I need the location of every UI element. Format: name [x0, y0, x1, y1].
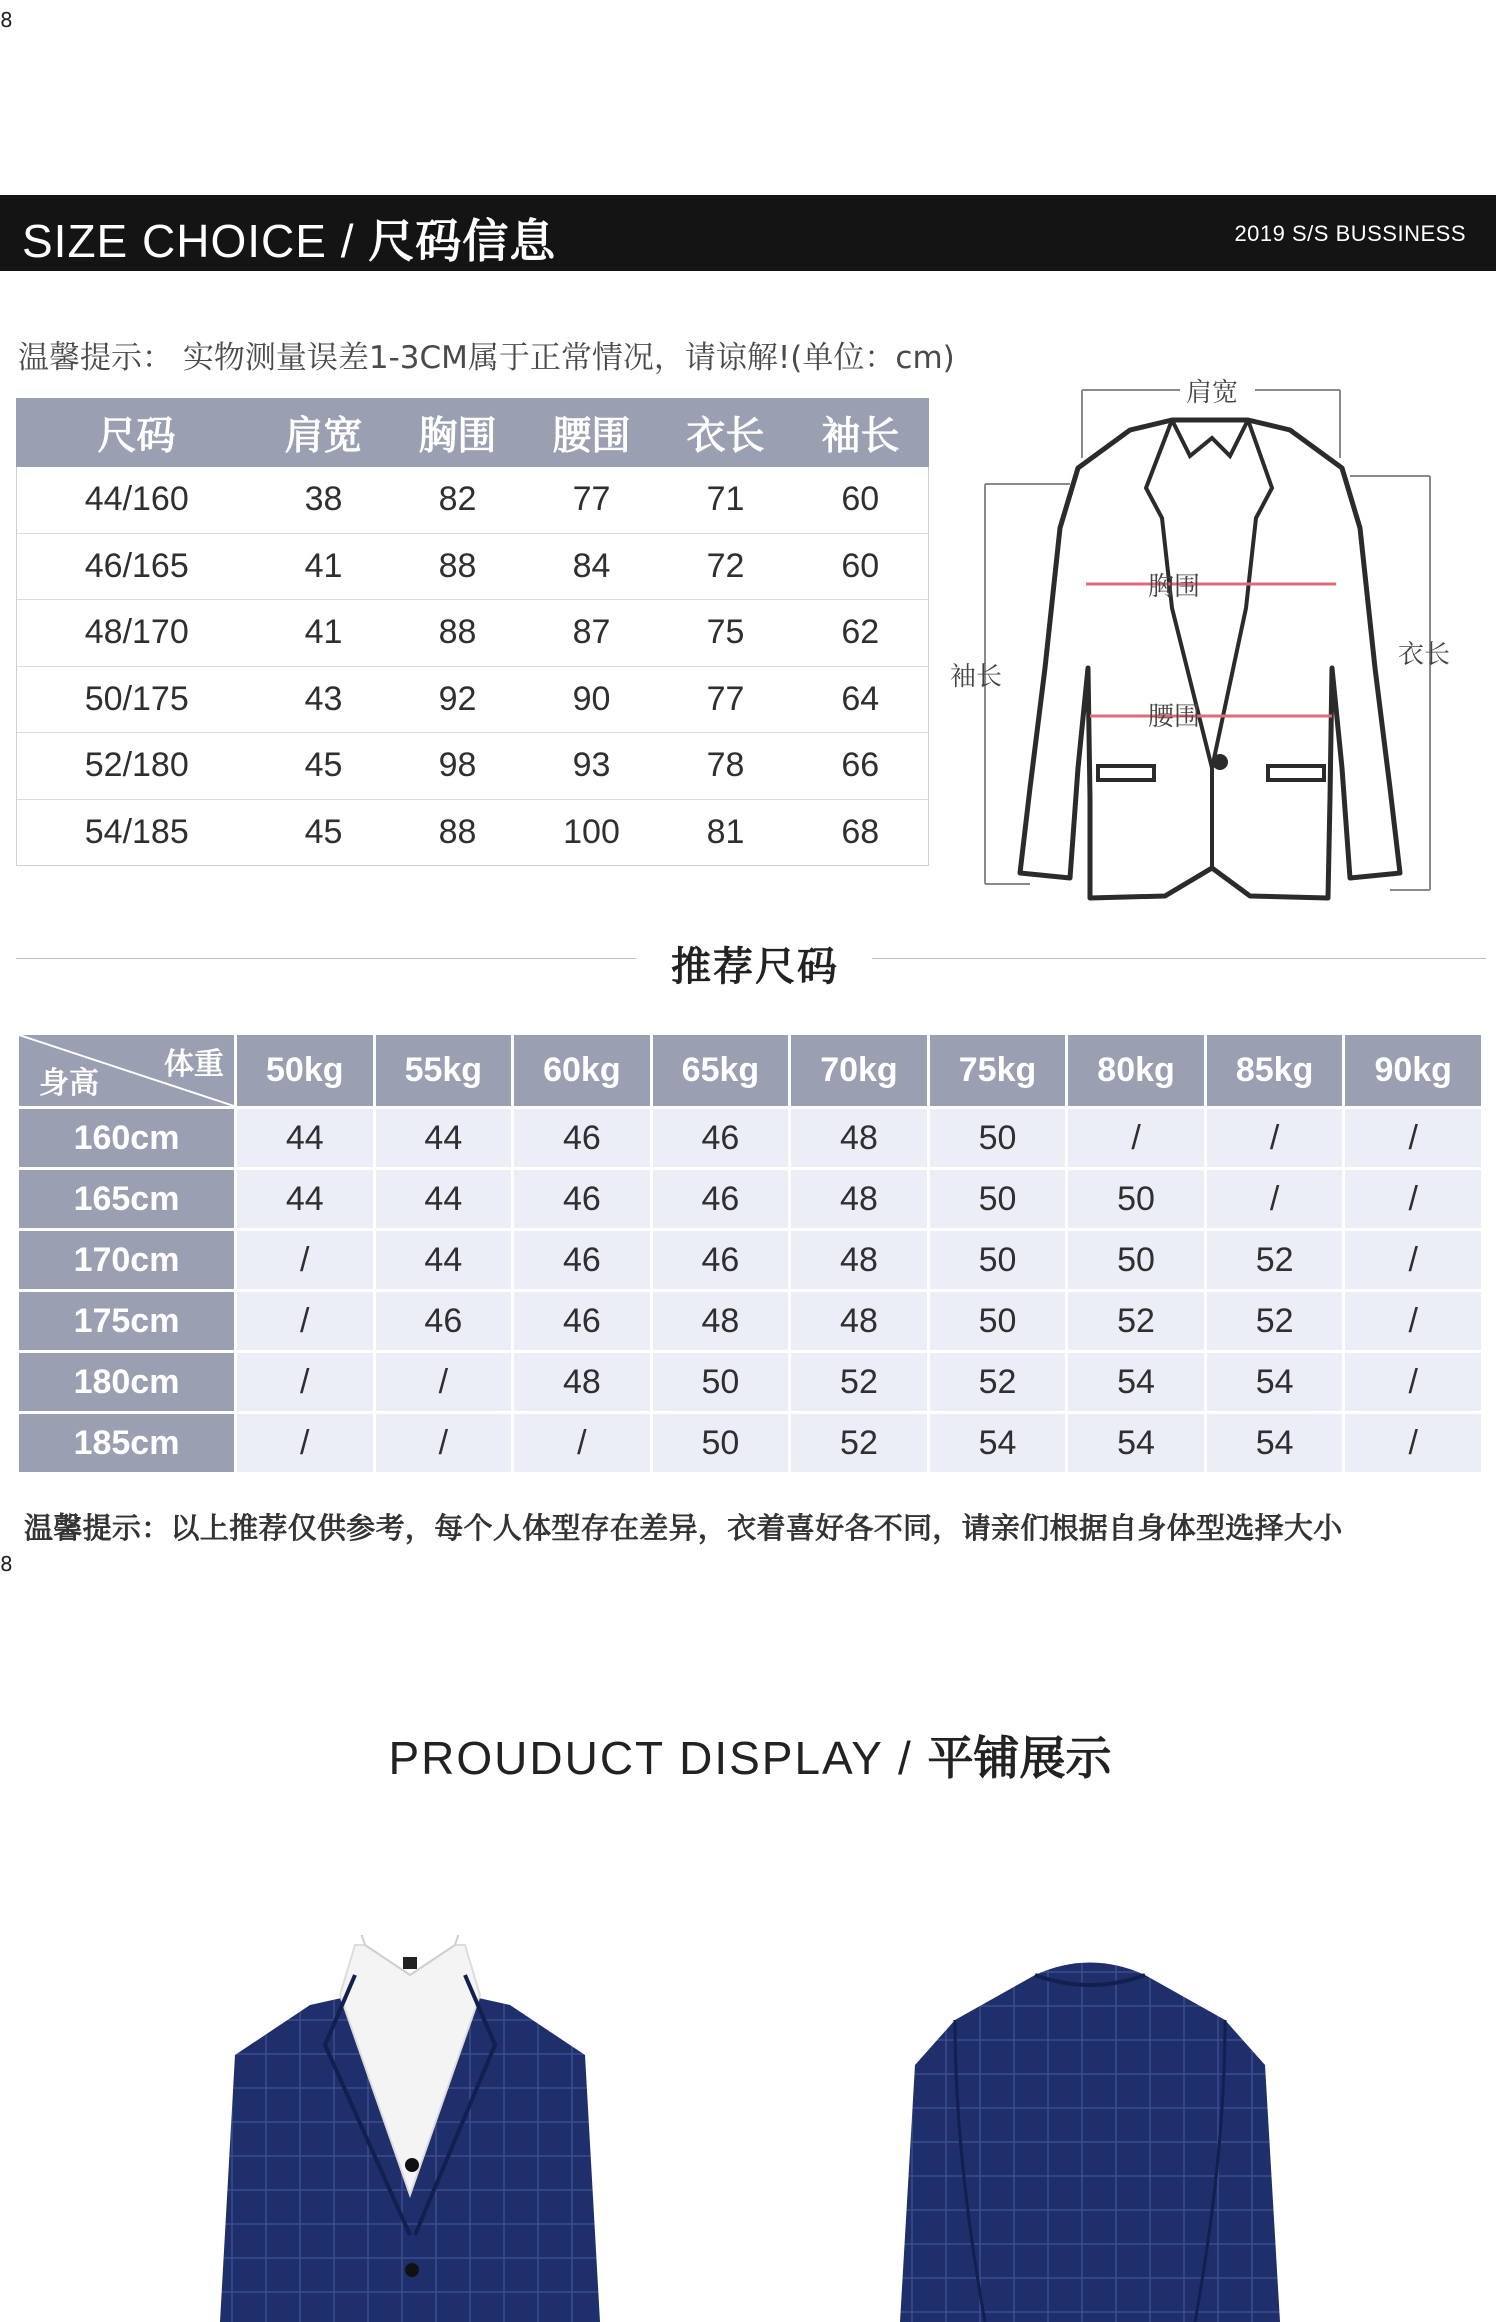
weight-col-header: 65kg — [653, 1035, 789, 1106]
recommended-size-cell: 50 — [930, 1170, 1066, 1228]
weight-col-header: 55kg — [376, 1035, 512, 1106]
recommend-row — [19, 1414, 1481, 1472]
chest-col-header: 胸围 — [391, 399, 525, 467]
recommended-size-cell: 44 — [376, 1231, 512, 1289]
page-marker-middle: 8 — [0, 1552, 13, 1576]
recommended-size-cell: 46 — [653, 1231, 789, 1289]
recommend-row — [19, 1170, 1481, 1228]
jacket-back-photo — [895, 1955, 1285, 2322]
size-choice-title-cn: 尺码信息 — [368, 214, 557, 268]
recommended-size-cell: 54 — [1207, 1353, 1343, 1411]
product-display-title — [0, 1722, 1500, 1788]
measurement-cell: 84 — [525, 533, 659, 600]
measurement-cell: 78 — [659, 733, 793, 800]
divider-right — [872, 958, 1486, 959]
recommended-size-cell: 48 — [653, 1292, 789, 1350]
size-table-row — [17, 799, 929, 866]
weight-col-header: 90kg — [1345, 1035, 1481, 1106]
measurement-cell: 41 — [257, 533, 391, 600]
measurement-cell: 92 — [391, 666, 525, 733]
recommended-size-cell: / — [1345, 1292, 1481, 1350]
recommended-size-cell: 48 — [791, 1292, 927, 1350]
recommended-size-cell: / — [1345, 1353, 1481, 1411]
recommended-size-cell: / — [1207, 1109, 1343, 1167]
jacket-front-photo — [215, 1935, 605, 2322]
measurement-cell: 90 — [525, 666, 659, 733]
recommended-size-cell: 46 — [514, 1170, 650, 1228]
recommend-header-row — [19, 1035, 1481, 1106]
recommended-size-cell: / — [237, 1292, 373, 1350]
measurement-cell: 87 — [525, 600, 659, 667]
size-table-row — [17, 533, 929, 600]
recommended-size-cell: 52 — [930, 1353, 1066, 1411]
measurement-cell: 72 — [659, 533, 793, 600]
weight-col-header: 70kg — [791, 1035, 927, 1106]
weight-col-header: 75kg — [930, 1035, 1066, 1106]
recommend-row — [19, 1231, 1481, 1289]
size-cell: 50/175 — [17, 666, 257, 733]
recommended-size-cell: 54 — [930, 1414, 1066, 1472]
measurement-cell: 81 — [659, 799, 793, 866]
measurement-cell: 66 — [793, 733, 929, 800]
recommended-size-cell: 46 — [514, 1109, 650, 1167]
measurement-cell: 82 — [391, 467, 525, 534]
recommend-row — [19, 1353, 1481, 1411]
recommend-row — [19, 1109, 1481, 1167]
size-table-header-row — [17, 399, 929, 467]
recommended-size-cell: 46 — [653, 1170, 789, 1228]
waist-label: 腰围 — [1148, 702, 1201, 732]
height-row-header: 175cm — [19, 1292, 234, 1350]
recommended-size-cell: 46 — [514, 1292, 650, 1350]
recommended-size-cell: 50 — [930, 1231, 1066, 1289]
recommended-size-cell: 50 — [653, 1353, 789, 1411]
recommend-title: 推荐尺码 — [671, 944, 839, 990]
measurement-cell: 64 — [793, 666, 929, 733]
size-choice-title-en: SIZE CHOICE / — [22, 215, 369, 267]
size-table-row — [17, 733, 929, 800]
recommended-size-cell: 46 — [653, 1109, 789, 1167]
recommended-size-cell: 54 — [1068, 1353, 1204, 1411]
size-choice-banner — [0, 195, 1496, 271]
recommended-size-cell: 52 — [1068, 1292, 1204, 1350]
measurement-cell: 98 — [391, 733, 525, 800]
measurement-cell: 62 — [793, 600, 929, 667]
recommended-size-cell: 48 — [791, 1231, 927, 1289]
recommended-size-cell: 54 — [1207, 1414, 1343, 1472]
recommended-size-cell: / — [1207, 1170, 1343, 1228]
shoulder-label: 肩宽 — [1186, 378, 1239, 408]
recommended-size-cell: 44 — [237, 1109, 373, 1167]
height-row-header: 180cm — [19, 1353, 234, 1411]
recommended-size-cell: 50 — [653, 1414, 789, 1472]
recommended-size-cell: / — [1068, 1109, 1204, 1167]
size-cell: 54/185 — [17, 799, 257, 866]
recommended-size-cell: / — [1345, 1109, 1481, 1167]
recommended-size-cell: 50 — [930, 1292, 1066, 1350]
height-row-header: 165cm — [19, 1170, 234, 1228]
recommended-size-cell: 52 — [1207, 1292, 1343, 1350]
weight-col-header: 50kg — [237, 1035, 373, 1106]
recommended-size-cell: 44 — [376, 1170, 512, 1228]
recommended-size-cell: 52 — [791, 1414, 927, 1472]
recommended-size-cell: / — [1345, 1231, 1481, 1289]
measurement-cell: 88 — [391, 533, 525, 600]
length-label: 衣长 — [1398, 640, 1451, 670]
measurement-cell: 88 — [391, 600, 525, 667]
measurement-cell: 75 — [659, 600, 793, 667]
weight-col-header: 60kg — [514, 1035, 650, 1106]
recommended-size-cell: 50 — [1068, 1170, 1204, 1228]
recommend-table — [16, 1032, 1484, 1475]
recommended-size-cell: 48 — [791, 1170, 927, 1228]
recommended-size-cell: / — [237, 1414, 373, 1472]
season-label: 2019 S/S BUSSINESS — [1234, 221, 1466, 246]
measurement-cell: 38 — [257, 467, 391, 534]
size-cell: 46/165 — [17, 533, 257, 600]
sleeve-col-header: 袖长 — [793, 399, 929, 467]
recommended-size-cell: 54 — [1068, 1414, 1204, 1472]
recommend-row — [19, 1292, 1481, 1350]
recommended-size-cell: 52 — [791, 1353, 927, 1411]
size-col-header: 尺码 — [17, 399, 257, 467]
shoulder-col-header: 肩宽 — [257, 399, 391, 467]
recommended-size-cell: 48 — [791, 1109, 927, 1167]
measurement-cell: 45 — [257, 799, 391, 866]
measurement-cell: 71 — [659, 467, 793, 534]
product-display-title-cn: 平铺展示 — [927, 1731, 1112, 1785]
length-col-header: 衣长 — [659, 399, 793, 467]
recommended-size-cell: 52 — [1207, 1231, 1343, 1289]
recommended-size-cell: / — [376, 1414, 512, 1472]
recommend-tip: 温馨提示：以上推荐仅供参考，每个人体型存在差异，衣着喜好各不同，请亲们根据自身体型选择大小 — [24, 1511, 1343, 1545]
size-cell: 52/180 — [17, 733, 257, 800]
waist-col-header: 腰围 — [525, 399, 659, 467]
measurement-cell: 60 — [793, 533, 929, 600]
recommended-size-cell: / — [1345, 1170, 1481, 1228]
size-choice-title — [22, 205, 556, 271]
recommended-size-cell: 50 — [1068, 1231, 1204, 1289]
recommended-size-cell: 46 — [514, 1231, 650, 1289]
size-cell: 44/160 — [17, 467, 257, 534]
measurement-cell: 93 — [525, 733, 659, 800]
size-table-row — [17, 467, 929, 534]
measurement-cell: 77 — [525, 467, 659, 534]
jacket-measurement-diagram — [950, 368, 1490, 908]
recommended-size-cell: / — [376, 1353, 512, 1411]
size-table-row — [17, 600, 929, 667]
height-row-header: 170cm — [19, 1231, 234, 1289]
measurement-cell: 41 — [257, 600, 391, 667]
size-table-row — [17, 666, 929, 733]
measurement-cell: 60 — [793, 467, 929, 534]
sleeve-label: 袖长 — [950, 662, 1003, 692]
recommended-size-cell: 46 — [376, 1292, 512, 1350]
recommended-size-cell: / — [514, 1414, 650, 1472]
measurement-cell: 45 — [257, 733, 391, 800]
height-weight-corner — [19, 1035, 234, 1106]
recommended-size-cell: 44 — [376, 1109, 512, 1167]
weight-corner-label: 体重 — [164, 1048, 224, 1081]
recommended-size-cell: 50 — [930, 1109, 1066, 1167]
page-marker-top: 8 — [0, 8, 13, 32]
measurement-cell: 43 — [257, 666, 391, 733]
height-corner-label: 身高 — [39, 1067, 99, 1100]
height-row-header: 160cm — [19, 1109, 234, 1167]
product-display-title-en: PROUDUCT DISPLAY / — [388, 1732, 928, 1784]
weight-col-header: 80kg — [1068, 1035, 1204, 1106]
recommended-size-cell: 44 — [237, 1170, 373, 1228]
recommended-size-cell: / — [237, 1231, 373, 1289]
measurement-cell: 88 — [391, 799, 525, 866]
recommended-size-cell: / — [1345, 1414, 1481, 1472]
size-table — [16, 398, 929, 866]
measurement-cell: 100 — [525, 799, 659, 866]
weight-col-header: 85kg — [1207, 1035, 1343, 1106]
recommended-size-cell: / — [237, 1353, 373, 1411]
size-cell: 48/170 — [17, 600, 257, 667]
height-row-header: 185cm — [19, 1414, 234, 1472]
recommended-size-cell: 48 — [514, 1353, 650, 1411]
divider-left — [16, 958, 636, 959]
chest-label: 胸围 — [1148, 572, 1201, 602]
measurement-tip: 温馨提示： 实物测量误差1-3CM属于正常情况，请谅解!(单位：cm) — [18, 340, 955, 376]
measurement-cell: 77 — [659, 666, 793, 733]
measurement-cell: 68 — [793, 799, 929, 866]
